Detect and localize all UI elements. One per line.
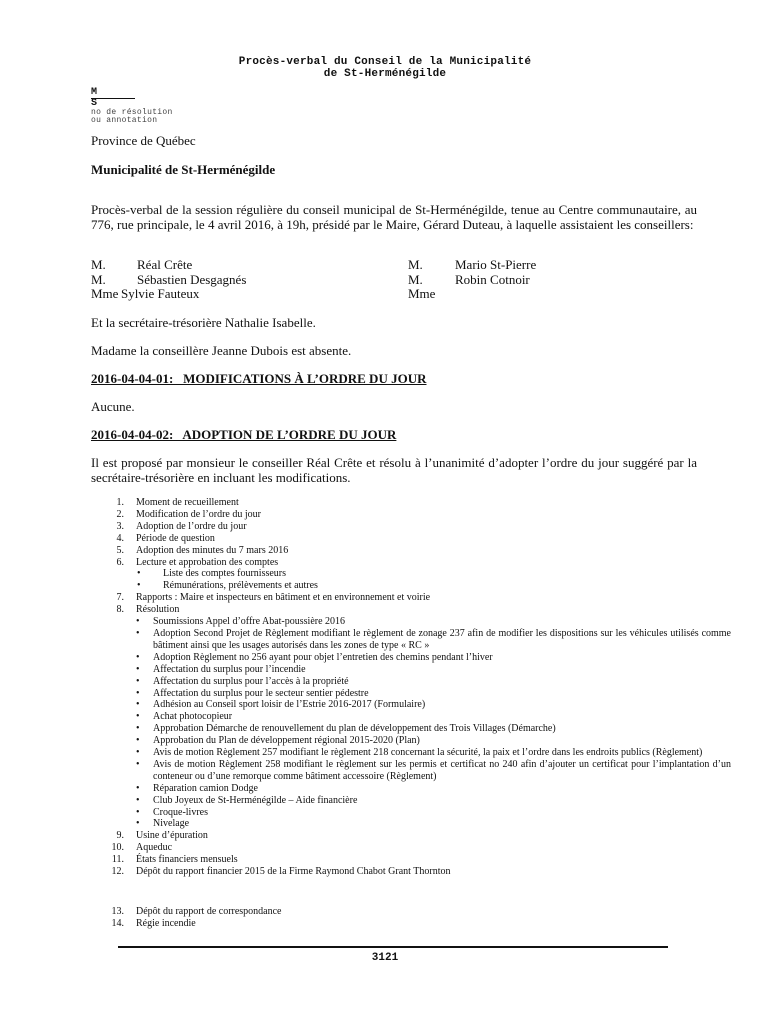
agenda-item <box>91 906 731 918</box>
agenda-sub-item: • Achat photocopieur <box>136 711 731 723</box>
agenda-number: 14. <box>111 917 124 929</box>
agenda-number: 9. <box>116 830 124 842</box>
attendee-name: Sylvie Fauteux <box>121 286 200 301</box>
agenda-text: Régie incendie <box>136 917 196 929</box>
agenda-text: Dépôt du rapport financier 2015 de la Firme Raymond Chabot Grant Thornton <box>136 866 451 878</box>
agenda-sub-item: • Affectation du surplus pour le secteur sentier pédestre <box>136 688 731 700</box>
attendee-title: Mme <box>91 286 119 301</box>
agenda-item <box>91 557 731 593</box>
agenda-number: 4. <box>116 532 124 544</box>
agenda-sub-item: • Avis de motion Règlement 258 modifiant le règlement sur les permis et certificat no 240 afin d’ajouter un certificat pour l’implantation d’un conteneur ou d’une remorque comme bâtiment accessoire (Règlement) <box>136 759 731 783</box>
margin-label-m: M <box>91 88 135 99</box>
agenda-number: 11. <box>111 854 124 866</box>
agenda-sub-item: • Adhésion au Conseil sport loisir de l’Estrie 2016-2017 (Formulaire) <box>136 699 731 711</box>
agenda-text: Période de question <box>136 532 215 544</box>
agenda-sub-item: • Adoption Second Projet de Règlement modifiant le règlement de zonage 237 afin de modifier les dispositions sur les véhicules utilisés comme bâtiment ainsi que les usages autorisés dans les zones de type « RC » <box>136 628 731 652</box>
agenda-sub-list <box>136 568 731 592</box>
agenda-item <box>91 545 731 557</box>
attendee-row <box>91 258 246 273</box>
agenda-text: États financiers mensuels <box>136 854 238 866</box>
agenda-list <box>91 497 731 878</box>
agenda-item <box>91 854 731 866</box>
attendee-name: Mario St-Pierre <box>455 257 537 272</box>
agenda-item <box>91 592 731 604</box>
page-number: 3121 <box>371 952 399 964</box>
annotation-line-2: ou annotation <box>91 116 158 125</box>
agenda-sub-item: • Club Joyeux de St-Herménégilde – Aide financière <box>136 795 731 807</box>
agenda-text: Adoption des minutes du 7 mars 2016 <box>136 544 289 556</box>
attendee-title: M. <box>408 271 423 287</box>
agenda-item <box>91 533 731 545</box>
attendee-name: Robin Cotnoir <box>455 271 530 287</box>
agenda-item <box>91 497 731 509</box>
agenda-sub-item: • Affectation du surplus pour l’incendie <box>136 664 731 676</box>
attendee-name: Réal Crête <box>137 257 193 272</box>
agenda-sub-item: • Adoption Règlement no 256 ayant pour objet l’entretien des chemins pendant l’hiver <box>136 652 731 664</box>
agenda-number: 6. <box>116 556 124 568</box>
agenda-text: Lecture et approbation des comptes <box>136 556 279 568</box>
section-1-heading: 2016-04-04-01: MODIFICATIONS À L’ORDRE DU JOUR <box>91 371 427 386</box>
agenda-text: Moment de recueillement <box>136 497 239 508</box>
municipality-label: Municipalité de St-Herménégilde <box>91 162 276 177</box>
agenda-text: Dépôt du rapport de correspondance <box>136 906 282 917</box>
agenda-text: Usine d’épuration <box>136 830 208 842</box>
secretary-line: Et la secrétaire-trésorière Nathalie Isabelle. <box>91 315 316 330</box>
attendee-title: Mme <box>408 286 436 301</box>
agenda-item <box>91 830 731 842</box>
agenda-item <box>91 509 731 521</box>
agenda-sub-item: • Approbation du Plan de développement régional 2015-2020 (Plan) <box>136 735 731 747</box>
margin-label <box>91 88 135 109</box>
agenda-sub-item: • Réparation camion Dodge <box>136 783 731 795</box>
attendees-right <box>408 258 536 302</box>
agenda-number: 1. <box>116 497 124 508</box>
agenda-text: Aqueduc <box>136 842 173 854</box>
attendee-row <box>408 258 536 273</box>
agenda-item <box>91 604 731 830</box>
agenda-sub-item: • Liste des comptes fournisseurs <box>136 568 731 580</box>
agenda-sub-list <box>136 616 731 830</box>
footer-rule <box>118 946 668 948</box>
agenda-sub-item: • Soumissions Appel d’offre Abat-poussière 2016 <box>136 616 731 628</box>
margin-label-s: S <box>91 98 98 109</box>
agenda-sub-item: • Approbation Démarche de renouvellement du plan de développement des Trois Villages (Démarche) <box>136 723 731 735</box>
agenda-sub-item: • Croque-livres <box>136 807 731 819</box>
agenda-number: 5. <box>116 544 124 556</box>
agenda-number: 7. <box>116 592 124 604</box>
attendee-row <box>408 287 536 302</box>
attendee-row <box>408 273 536 288</box>
attendee-row <box>91 273 246 288</box>
attendee-title: M. <box>91 257 106 272</box>
annotation-note <box>91 109 173 125</box>
agenda-number: 8. <box>116 604 124 616</box>
agenda-item <box>91 918 731 930</box>
agenda-number: 2. <box>116 508 124 520</box>
agenda-item <box>91 842 731 854</box>
attendee-title: M. <box>91 271 106 287</box>
agenda-list-continued <box>91 906 731 930</box>
intro-paragraph: Procès-verbal de la session régulière du conseil municipal de St-Herménégilde, tenue au Centre communautaire, au 776, rue principale, le 4 avril 2016, à 19h, présidé par le Maire, Gérard Duteau, à laquelle assistaient les conseillers: <box>91 202 697 232</box>
agenda-text: Modification de l’ordre du jour <box>136 508 261 520</box>
agenda-number: 10. <box>111 842 124 854</box>
agenda-text: Rapports : Maire et inspecteurs en bâtiment et en environnement et voirie <box>136 592 431 604</box>
absent-line: Madame la conseillère Jeanne Dubois est absente. <box>91 343 352 358</box>
province-label: Province de Québec <box>91 133 196 148</box>
attendee-name: Sébastien Desgagnés <box>137 271 247 287</box>
agenda-text: Adoption de l’ordre du jour <box>136 520 247 532</box>
attendee-row <box>91 287 246 302</box>
section-2-heading: 2016-04-04-02: ADOPTION DE L’ORDRE DU JOUR <box>91 427 397 442</box>
agenda-item <box>91 521 731 533</box>
document-header <box>0 56 770 80</box>
agenda-number: 13. <box>111 906 124 917</box>
agenda-number: 3. <box>116 520 124 532</box>
agenda-item <box>91 866 731 878</box>
header-line-2: de St-Herménégilde <box>323 68 447 80</box>
attendees-left <box>91 258 246 302</box>
section-2-body: Il est proposé par monsieur le conseiller Réal Crête et résolu à l’unanimité d’adopter l’ordre du jour suggéré par la secrétaire-trésorière en incluant les modifications. <box>91 455 697 485</box>
header-line-1: Procès-verbal du Conseil de la Municipalité <box>238 56 532 68</box>
agenda-sub-item: • Nivelage <box>136 818 731 830</box>
annotation-line-1: no de résolution <box>91 108 173 117</box>
agenda-text: Résolution <box>136 604 180 616</box>
agenda-sub-item: • Avis de motion Règlement 257 modifiant le règlement 218 concernant la sécurité, la paix et l’ordre dans les endroits publics (Règlement) <box>136 747 731 759</box>
section-1-body: Aucune. <box>91 399 135 414</box>
agenda-number: 12. <box>111 866 124 878</box>
agenda-sub-item: • Rémunérations, prélèvements et autres <box>136 580 731 592</box>
agenda-sub-item: • Affectation du surplus pour l’accès à la propriété <box>136 676 731 688</box>
attendee-title: M. <box>408 257 423 272</box>
